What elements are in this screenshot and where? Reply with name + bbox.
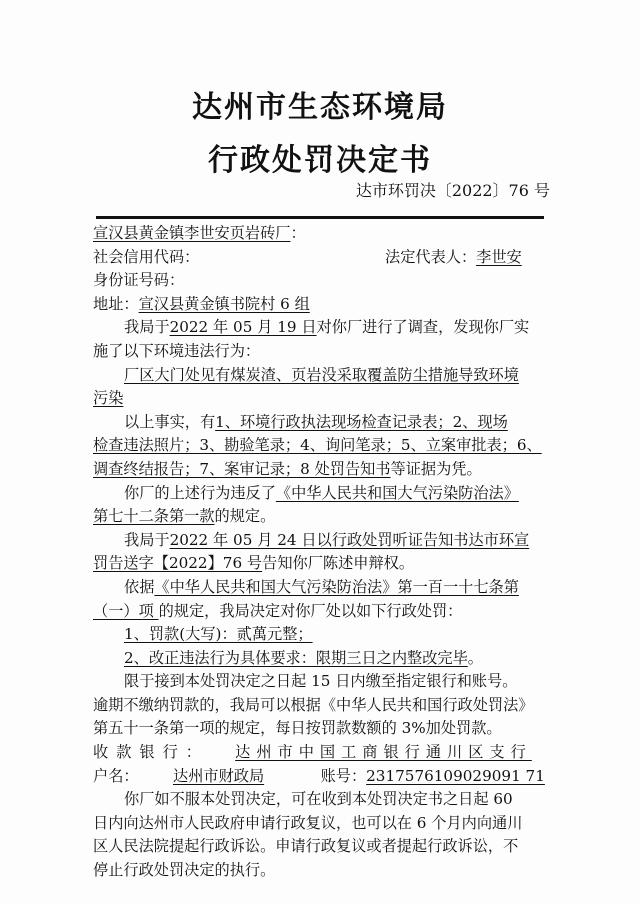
decision-law-item: （一）项: [93, 601, 159, 620]
bank-line: [93, 741, 558, 765]
fine-amount: 1、罚款(大写)：贰萬元整；: [124, 625, 313, 644]
notice-line-2: [93, 552, 558, 576]
investigation-text-3: 施了以下环境违法行为：: [93, 341, 261, 360]
rectification-tail: 。: [467, 648, 483, 667]
id-number-label: 身份证号码：: [93, 271, 185, 290]
id-number-line: [93, 269, 558, 293]
remedy-text-2: 日内向达州市人民政府申请行政复议，也可以在 6 个月内向通川: [93, 813, 523, 832]
document-body: [93, 222, 558, 883]
address-value: 宣汉县黄金镇书院村 6 组: [138, 294, 310, 313]
violated-law-name: 《中华人民共和国大气污染防治法》: [275, 483, 519, 502]
remedy-line-3: [93, 835, 558, 859]
party-name: 宣汉县黄金镇李世安页岩砖厂: [93, 224, 291, 242]
remedy-text-1: 你厂如不服本处罚决定，可在收到本处罚决定书之日起 60: [124, 790, 513, 809]
violation-description-2: 污染: [93, 389, 124, 408]
address-label: 地址：: [93, 294, 139, 313]
penalty-item-1: [93, 623, 558, 647]
rectification-requirement: 2、改正违法行为具体要求：限期三日之内整改完毕: [124, 648, 468, 667]
investigation-date: 2022 年 05 月 19 日: [169, 318, 317, 337]
party-name-suffix: ：: [290, 224, 306, 242]
investigation-text-2: 对你厂进行了调查，发现你厂实: [316, 318, 530, 337]
legal-rep-label: 法定代表人：: [385, 247, 477, 266]
document-number: 达市环罚决〔2022〕76 号: [355, 181, 550, 200]
remedy-line-2: [93, 812, 558, 836]
remedy-line-4: [93, 859, 558, 883]
decision-line-1: [93, 576, 558, 600]
notice-lead: 我局于: [124, 530, 170, 549]
decision-law: 《中华人民共和国大气污染防治法》第一百一十七条第: [154, 577, 519, 596]
payment-deadline: 限于接到本处罚决定之日起 15 日内缴至指定银行和账号。: [124, 672, 518, 691]
evidence-line-1: [93, 411, 558, 435]
evidence-line-3: [93, 458, 558, 482]
late-payment-text-2: 第五十一条第一项的规定，每日按罚款数额的 3%加处罚款。: [93, 719, 502, 738]
notice-doc-ref: 罚告送字【2022】76 号: [93, 554, 263, 573]
evidence-list-2: 检查违法照片；3、勘验笔录；4、询问笔录；5、立案审批表；6、: [93, 436, 542, 455]
evidence-line-2: [93, 434, 558, 458]
issuing-authority-title: 达州市生态环境局: [192, 90, 448, 125]
document-type-title: 行政处罚决定书: [208, 143, 432, 178]
payment-line-2: [93, 694, 558, 718]
investigation-line-1: [93, 316, 558, 340]
violated-law-article: 第七十二条第一款: [93, 507, 215, 526]
violation-line-1: [93, 364, 558, 388]
violated-law-lead: 你厂的上述行为违反了: [124, 483, 276, 502]
remedy-text-3: 区人民法院提起行政诉讼。申请行政复议或者提起行政诉讼，不: [93, 837, 519, 856]
late-payment-text: 逾期不缴纳罚款的，我局可以根据《中华人民共和国行政处罚法》: [93, 695, 534, 714]
legal-rep: [385, 246, 522, 270]
violation-line-2: [93, 387, 558, 411]
investigation-text: 我局于: [124, 318, 170, 337]
account-number: 2317576109029091 71: [366, 766, 545, 785]
decision-tail: 的规定，我局决定对你厂处以如下行政处罚：: [158, 601, 463, 620]
violated-law-line-1: [93, 482, 558, 506]
decision-lead: 依据: [124, 577, 155, 596]
payment-line-3: [93, 717, 558, 741]
credit-code-line: [93, 246, 558, 270]
credit-code-label: 社会信用代码：: [93, 247, 200, 266]
remedy-line-1: [93, 788, 558, 812]
violation-description: 厂区大门处见有煤炭渣、页岩没采取覆盖防尘措施导致环境: [124, 365, 519, 384]
evidence-tail: 等证据为凭。: [390, 459, 482, 478]
header-divider: [96, 216, 544, 219]
notice-line-1: [93, 529, 558, 553]
payment-line-1: [93, 670, 558, 694]
decision-line-2: [93, 600, 558, 624]
investigation-line-2: [93, 340, 558, 364]
party-name-line: [93, 222, 558, 246]
remedy-text-4: 停止行政处罚决定的执行。: [93, 861, 276, 880]
notice-tail: 告知你厂陈述申辩权。: [262, 554, 414, 573]
legal-rep-name: 李世安: [476, 247, 522, 266]
violated-law-line-2: [93, 505, 558, 529]
violated-law-tail: 的规定。: [214, 507, 276, 526]
address-line: [93, 293, 558, 317]
evidence-lead: 以上事实，有: [124, 412, 216, 431]
penalty-item-2: [93, 647, 558, 671]
evidence-list-3: 调查终结报告；7、案审记录；8 处罚告知书: [93, 459, 391, 478]
bank-name: 达州市中国工商银行通川区支行: [235, 743, 532, 762]
notice-date: 2022 年 05 月 24 日以行政处罚听证告知书达市环宣: [169, 530, 530, 549]
account-name-label: 户名：: [93, 766, 139, 785]
account-line: [93, 765, 558, 789]
account-number-label: 账号：: [320, 766, 367, 785]
bank-label: 收款银行：: [93, 743, 209, 762]
account-name: 达州市财政局: [173, 766, 265, 785]
evidence-list-1: 1、环境行政执法现场检查记录表；2、现场: [215, 412, 508, 431]
